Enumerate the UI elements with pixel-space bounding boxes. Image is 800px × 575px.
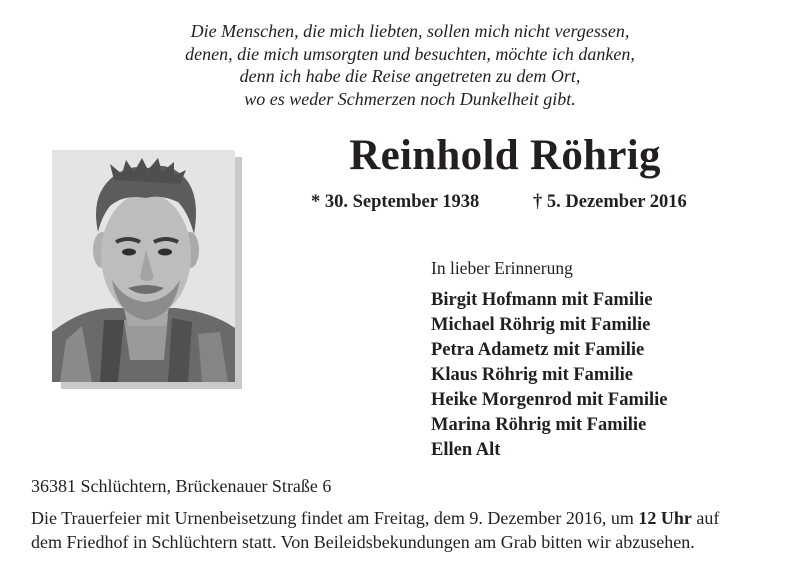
list-item: Michael Röhrig mit Familie <box>431 315 651 335</box>
memory-intro: In lieber Erinnerung <box>431 258 573 278</box>
ceremony-line-2: dem Friedhof in Schlüchtern statt. Von Beileidsbekundungen am Grab bitten wir abzusehen. <box>31 532 695 552</box>
poem-line: denn ich habe die Reise angetreten zu dem Ort, <box>239 66 581 86</box>
list-item: Birgit Hofmann mit Familie <box>431 290 653 310</box>
death-date: † 5. Dezember 2016 <box>533 192 687 212</box>
ceremony-text: Die Trauerfeier mit Urnenbeisetzung findet am Freitag, dem 9. Dezember 2016, um <box>31 508 639 528</box>
list-item: Heike Morgenrod mit Familie <box>431 390 668 410</box>
portrait-illustration <box>52 150 235 382</box>
ceremony-notice <box>31 506 781 554</box>
mourners-list <box>431 288 668 463</box>
list-item: Marina Röhrig mit Familie <box>431 415 647 435</box>
ceremony-line-1 <box>31 506 781 530</box>
list-item: Ellen Alt <box>431 440 501 460</box>
birth-date: * 30. September 1938 <box>311 192 480 212</box>
address: 36381 Schlüchtern, Brückenauer Straße 6 <box>31 476 332 496</box>
poem-line: Die Menschen, die mich liebten, sollen mich nicht vergessen, <box>190 21 630 41</box>
deceased-name: Reinhold Röhrig <box>349 132 661 179</box>
ceremony-time: 12 Uhr <box>638 508 692 528</box>
poem <box>90 20 730 110</box>
list-item: Petra Adametz mit Familie <box>431 340 645 360</box>
portrait-photo <box>52 150 235 382</box>
poem-line: wo es weder Schmerzen noch Dunkelheit gibt. <box>244 88 576 109</box>
ceremony-text: auf <box>691 508 720 528</box>
list-item: Klaus Röhrig mit Familie <box>431 365 633 385</box>
poem-line: denen, die mich umsorgten und besuchten, möchte ich danken, <box>185 43 635 64</box>
